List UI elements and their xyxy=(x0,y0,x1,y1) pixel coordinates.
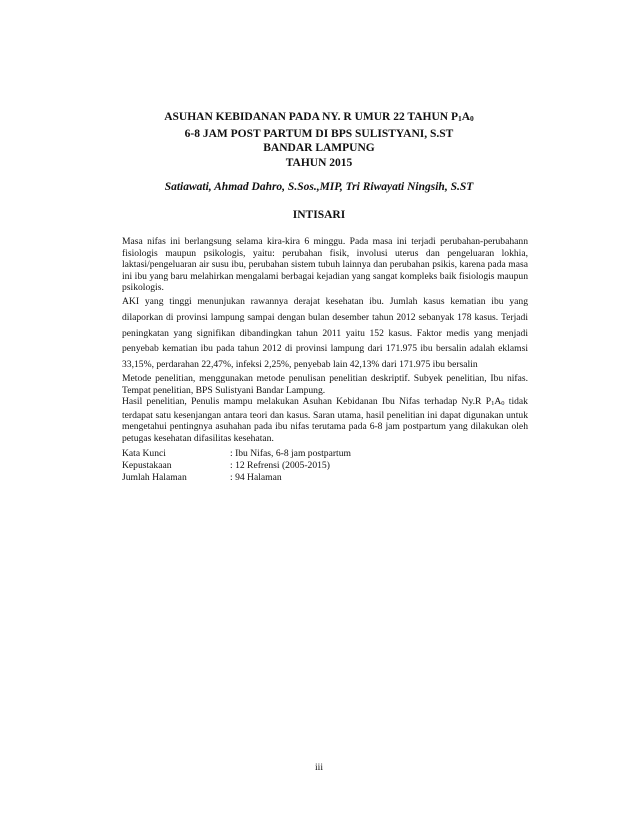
title-subscript-1: 1 xyxy=(457,114,462,123)
metadata-label: Kepustakaan xyxy=(122,460,172,471)
title-line-1 xyxy=(100,110,538,127)
metadata-list xyxy=(122,448,528,484)
metadata-value: : 12 Refrensi (2005-2015) xyxy=(230,460,330,471)
metadata-value: : Ibu Nifas, 6-8 jam postpartum xyxy=(230,448,351,459)
abstract-paragraph-4-prefix: Hasil penelitian, Penulis mampu melakukan Asuhan Kebidanan Ibu Nifas terhadap Ny.R P xyxy=(122,396,492,408)
abstract-paragraph-2: AKI yang tinggi menunjukan rawannya derajat kesehatan ibu. Jumlah kasus kematian ibu yang dilaporkan di provinsi lampung sampai dengan bulan desember tahun 2012 sebanyak 178 kasus. Terjadi peningkatan yang signifikan dibandingkan tahun 2011 yaitu 152 kasus. Faktor medis yang menjadi penyebab kematian ibu pada tahun 2012 di provinsi lampung dari 171.975 ibu bersalin adalah eklamsi 33,15%, perdarahan 22,47%, infeksi 2,25%, penyebab lain 42,13% dari 171.975 ibu bersalin xyxy=(122,295,528,371)
metadata-row-references xyxy=(122,460,528,472)
abstract-paragraph-4-suffix: tidak terdapat satu kesenjangan antara teori dan kasus. Saran utama, hasil penelitian ini dapat digunakan untuk mengetahui pentingnya asuhahan pada ibu nifas terutama pada 6-8 jam postpartum yang dilakukan oleh petugas kesehatan difasilitas kesehatan. xyxy=(122,396,528,444)
title-line-2: 6-8 JAM POST PARTUM DI BPS SULISTYANI, S.ST xyxy=(184,127,454,140)
title-line-1-mid: A xyxy=(461,111,471,123)
metadata-label: Jumlah Halaman xyxy=(122,472,187,483)
abstract-subscript-2: 0 xyxy=(501,400,505,408)
metadata-row-keywords xyxy=(122,448,528,460)
title-line-4: TAHUN 2015 xyxy=(285,156,353,169)
title-line-1-text: ASUHAN KEBIDANAN PADA NY. R UMUR 22 TAHUN P xyxy=(164,111,458,123)
abstract-paragraph-1: Masa nifas ini berlangsung selama kira-kira 6 minggu. Pada masa ini terjadi perubahan-perubahann fisiologis maupun psikologis, yaitu: perubahan fisik, involusi uterus dan pengeluaran lokhia, laktasi/pengeluaran air susu ibu, perubahan sistem tubuh lainnya dan perubahan psikis, karena pada masa ini ibu yang baru melahirkan mengalami berbagai kejadian yang sangat kompleks baik fisiologis maupun psikologis. xyxy=(122,236,528,294)
section-heading: INTISARI xyxy=(292,209,346,221)
abstract-paragraph-4 xyxy=(122,396,528,444)
document-title xyxy=(100,110,538,170)
metadata-row-pages xyxy=(122,472,528,484)
abstract-paragraph-3: Metode penelitian, menggunakan metode penulisan penelitian deskriptif. Subyek penelitian, Ibu nifas. Tempat penelitian, BPS Sulistyani Bandar Lampung. xyxy=(122,372,528,396)
authors: Satiawati, Ahmad Dahro, S.Sos.,MIP, Tri Riwayati Ningsih, S.ST xyxy=(164,181,474,193)
title-line-3: BANDAR LAMPUNG xyxy=(263,142,375,154)
abstract-paragraph-4-mid: A xyxy=(494,396,502,408)
page-number: iii xyxy=(315,762,323,773)
abstract-subscript-1: 1 xyxy=(491,400,495,408)
title-subscript-2: 0 xyxy=(470,114,474,123)
metadata-label: Kata Kunci xyxy=(122,448,166,459)
metadata-value: : 94 Halaman xyxy=(230,472,282,483)
abstract-body xyxy=(122,236,528,445)
